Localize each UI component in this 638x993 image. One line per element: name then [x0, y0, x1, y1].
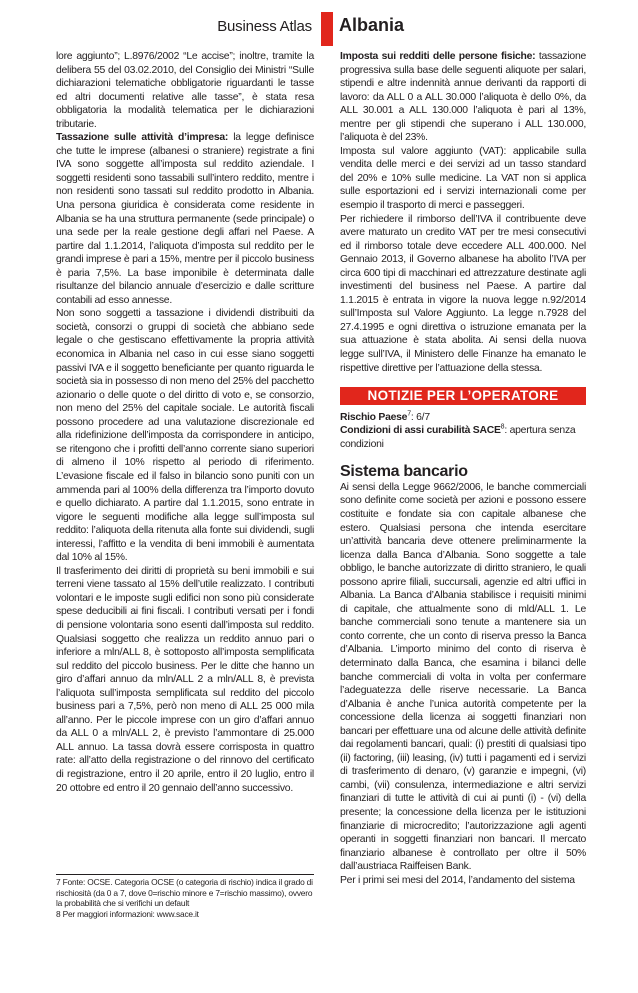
sace-label: Condizioni di assi curabilità SACE: [340, 425, 501, 437]
footnote-7: 7 Fonte: OCSE. Categoria OCSE (o categoria di rischio) indica il grado di rischiosità (da 0 a 7, dove 0=rischio minore e 7=rischio massimo), ovvero la probabilità che si verifichi un default: [56, 877, 313, 909]
paragraph: Per i primi sei mesi del 2014, l’andamento del sistema: [340, 874, 575, 886]
paragraph: lore aggiunto”; L.8976/2002 “Le accise”; inoltre, tramite la delibera 55 del 03.02.2010, del Consiglio dei Ministri “Sulle dichiarazioni telematiche obbligatorie riguardanti le tasse ed altri documenti relative alle tasse”, è stata resa obbligatoria la modalità telematica per le dichiarazioni tributarie.: [56, 51, 314, 130]
country-title: Albania: [339, 15, 405, 35]
paragraph: Per richiedere il rimborso dell’IVA il contribuente deve avere maturato un credito VAT per tre mesi consecutivi ed il rimborso totale deve eccedere ALL 400.000. Nel Gennaio 2013, il Governo albanese ha abolito l’IVA per circa 600 tipi di macchinari ed attrezzature destinate agli investimenti del business nel Paese. A partire dal 1.1.2015 è entrata in vigore la nuova legge n.92/2014 sull’Imposta sul Valore Aggiunto. La legge n.7928 del 27.4.1995 e ogni direttiva o istruzione emanata per la sua attuazione è stata abolita. Ai sensi della nuova legge sull’IVA, il Ministero delle Finanze ha emanato le rispettive direttive per l’attuazione della stessa.: [340, 213, 586, 374]
footnote-8: 8 Per maggiori informazioni: www.sace.it: [56, 908, 199, 919]
paragraph-text: tassazione progressiva sulla base delle seguenti aliquote per salari, stipendi e altre indennità annue derivanti da rapporti di lavoro: da ALL 0 a ALL 30.000 l’aliquota è dello 0%, da ALL 30.001 a ALL 130.000 l’aliquota è pari al 13%, mentre per gli stipendi che superano i ALL 130.000, l’aliquota è del 23%.: [340, 51, 587, 144]
page-header: [0, 12, 638, 44]
paragraph: [56, 131, 314, 307]
footnotes: [56, 874, 314, 919]
right-column: [340, 50, 586, 887]
paragraph: Il trasferimento dei diritti di proprietà su beni immobili e sui terreni viene tassato al 15% dell’utile realizzato. I contributi volontari e le imposte sugli edifici non sono più considerate spese deducibili ai fini fiscali. I contributi versati per i fondi di pensione volontaria sono esenti dall’imposta sul reddito. Qualsiasi soggetto che realizza un reddito annuo pari o inferiore a mln/ALL 8, è sottoposto all’imposta semplificata sul reddito del piccolo business. Per le ditte che hanno un giro d’affari annuo da mln/ALL 2 a mln/ALL 8, è prevista l’aliquota sull’imposta semplificata sul reddito del piccolo business pari a 7,5%, però non meno di ALL 25 000 mila all’anno. Per le piccole imprese con un giro d’affari annuo da ALL 0 a mln/ALL 2, è previsto l’ammontare di 25.000 ALL annuo. La tassa dovrà essere corrisposta in quattro rate: all’atto della registrazione o del rinnovo del certificato di registrazione, entro il 20 aprile, entro il 20 luglio, entro il 20 ottobre ed entro il 20 gennaio dell’anno successivo.: [56, 565, 314, 794]
paragraph-heading: Tassazione sulle attività d’impresa:: [56, 132, 229, 144]
publication-title: Business Atlas: [217, 18, 312, 35]
footnote-ref: 7: [407, 410, 411, 418]
paragraph-heading: Imposta sui redditi delle persone fisiche:: [340, 51, 536, 62]
rischio-paese-line: [340, 411, 586, 425]
rischio-paese-value: : 6/7: [410, 411, 430, 423]
paragraph: [340, 50, 586, 145]
paragraph: Ai sensi della Legge 9662/2006, le banche commerciali sono definite come società per azioni e possono essere costituite e fondate sia con capitale albanese che estero. Qualsiasi persona che intenda esercitare un’attività bancaria deve ottenere preliminarmente la licenza dalla Banca d’Albania. Sono soggette a tale obbligo, le banche autorizzate di diritto straniero, le quali possono aprire filiali, succursali, agenzie ed altri uffici in Albania. La Banca d’Albania stabilisce i requisiti minimi di capitale, che attualmente sono di mld/ALL 1. Le banche commerciali sono tenute a mantenere sia un conto corrente, che un conto di riserva presso la Banca d’Albania. L’importo minimo del conto di riserva è determinato dalla Banca, che esamina i bilanci delle banche commerciali di volta in volta per confermare l’adeguatezza delle riserve necessarie. La Banca d’Albania è anche l’unica autorità competente per la concessione della licenza ai soggetti finanziari non bancari per effettuare una od alcune delle attività definite dai regolamenti bancari, quali: (i) prestiti di qualsiasi tipo (ii) factoring, (iii) leasing, (iv) tutti i pagamenti ed i servizi di trasferimento di denaro, (v) garanzie e impegni, (vi) cambi, (vii) consulenza, intermediazione e altri servizi finanziari di tutte le attività di cui ai punti (i) - (vi) della presente; la concessione della licenza per le istituzioni finanziarie di microcredito; l’autorizzazione agli agenti operanti in soggetti finanziari non bancari. Il mercato finanziario albanese è controllato per oltre il 50% dall’austriaca Raiffeisen Bank.: [340, 481, 586, 873]
paragraph: Imposta sul valore aggiunto (VAT): applicabile sulla vendita delle merci e dei servizi ad un tasso standard del 20% e 10% sulle medicine. La VAT non si applica sulle esportazioni ed i servizi internazionali come per esempio il trasporto di merci e passeggeri.: [340, 145, 586, 212]
sace-value: : apertura senza condizioni: [340, 425, 576, 450]
paragraph: Non sono soggetti a tassazione i dividendi distribuiti da società, consorzi o gruppi di società che abbiano sede legale o che gestiscano effettivamente la propria attività economica in Albania nel caso in cui esse siano soggetti passivi IVA e il soggetto beneficiante per quanto riguarda le società sia in possesso di non meno del 25% del pacchetto azionario o delle quote o del diritto di voto e, se consorzio, non meno del 25% del capitale sociale. Le autorità fiscali possono procedere ad una valutazione discrezionale ed alla ridefinizione dell’imposta da corrispondere in anticipo, se ritengono che i profitti dell’anno corrente siano superiori di almeno il 10% rispetto al periodo di riferimento. L’evasione fiscale ed il falso in bilancio sono puniti con un ammenda pari al 100% della differenza tra l’importo dovuto e quello dichiarato. A partire dal 1.1.2015, sono entrate in vigore le seguenti modifiche alla legge sull’imposta sul reddito: l’aliquota della ritenuta alla fonte sui dividendi, sugli interessi, l’affitto e la vendita di beni immobili è aumentata dal 10% al 15%.: [56, 308, 314, 564]
rischio-paese-label: Rischio Paese: [340, 411, 408, 423]
header-accent-bar: [321, 12, 333, 46]
section-title: Sistema bancario: [340, 463, 468, 481]
left-column: [56, 50, 314, 795]
footnote-ref: 8: [500, 423, 505, 431]
notizie-banner: NOTIZIE PER L’OPERATORE: [340, 387, 586, 405]
sace-line: [340, 424, 586, 451]
paragraph-text: la legge definisce che tutte le imprese (albanesi o straniere) registrate a fini IVA sono soggette all’imposta sul reddito aziendale. I soggetti residenti sono tassabili sull’intero reddito, mentre i non residenti sono tassati sul reddito prodotto in Albania. Una persona giuridica è considerata come residente in Albania se ha una struttura permanente (sede principale) o una sede per la reale gestione degli affari nel Paese. A partire dal 1.1.2014, l’aliquota d’imposta sul reddito per le grandi imprese è pari a 15%, mentre per il piccolo business è paria 7,5%. La base imponibile è determinata dalle risultanze del bilancio annuale d’esercizio e dalle scritture contabili ad esso annesse.: [56, 132, 314, 306]
